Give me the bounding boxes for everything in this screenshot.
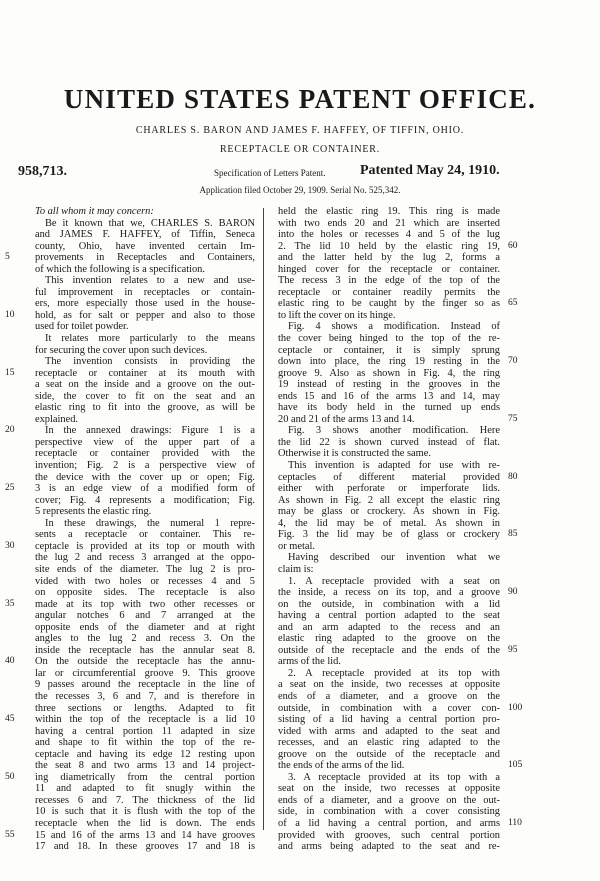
text-line: ceptacle is provided at its top or mouth with bbox=[35, 540, 255, 552]
text-line: within the top of the receptacle is a lid 10 bbox=[35, 714, 255, 726]
text-line: 4, the lid may be of metal. As shown in bbox=[278, 517, 500, 529]
text-line: hold, as for salt or pepper and also to those bbox=[35, 309, 255, 321]
text-line: the lug 2 and recess 3 arranged at the oppo- bbox=[35, 552, 255, 564]
text-line: to lift the cover on its hinge. bbox=[278, 309, 396, 321]
office-heading: UNITED STATES PATENT OFFICE. bbox=[63, 84, 537, 114]
text-line: It relates more particularly to the means bbox=[45, 333, 255, 345]
text-line: This invention is adapted for use with re- bbox=[288, 460, 500, 472]
text-line: ends 15 and 16 of the arms 13 and 14, may bbox=[278, 390, 500, 402]
application-filed-line: Application filed October 29, 1909. Serial No. 525,342. bbox=[199, 185, 401, 195]
text-line: the cover being hinged to the top of the re- bbox=[278, 333, 500, 345]
margin-line-number: 15 bbox=[5, 367, 15, 378]
text-line: county, Ohio, have invented certain Im- bbox=[35, 240, 255, 252]
invention-title: RECEPTACLE OR CONTAINER. bbox=[219, 144, 381, 155]
margin-line-number: 40 bbox=[5, 656, 15, 667]
text-line: inside the receptacle has the annular seat 8. bbox=[35, 644, 255, 656]
text-line: a seat on the inside and a groove on the out- bbox=[35, 379, 255, 391]
margin-line-number: 25 bbox=[5, 483, 15, 494]
text-line: with two ends 20 and 21 which are inserted bbox=[278, 217, 500, 229]
text-line: receptacle or container provided with the bbox=[35, 448, 255, 460]
margin-line-number: 55 bbox=[5, 829, 15, 840]
text-line: To all whom it may concern: bbox=[35, 206, 154, 217]
text-line: Fig. 4 shows a modification. Instead of bbox=[288, 321, 500, 333]
text-line: down into place, the ring 19 resting in the bbox=[278, 356, 500, 368]
text-line: ends of a diameter, and a groove on the out- bbox=[278, 794, 500, 806]
text-line: sisting of a lid having a central portion pro- bbox=[278, 714, 500, 726]
text-line: for securing the cover upon such devices. bbox=[35, 344, 208, 356]
text-line: made at its top with two other recesses or bbox=[35, 598, 255, 610]
text-line: sents a receptacle or container. This re- bbox=[35, 529, 255, 541]
text-line: have its body held in the turned up ends bbox=[278, 402, 500, 414]
text-line: ceptacle or container, it is simply sprung bbox=[278, 344, 500, 356]
margin-line-number: 35 bbox=[5, 598, 15, 609]
margin-line-number: 90 bbox=[508, 587, 518, 598]
text-line: three sections or lengths. Adapted to fit bbox=[35, 702, 255, 714]
text-line: outside of the receptacle and the ends of the bbox=[278, 644, 500, 656]
margin-line-number: 95 bbox=[508, 644, 518, 655]
text-line: on the outside, in combination with a lid bbox=[278, 598, 500, 610]
text-line: elastic ring adapted to the groove on the bbox=[278, 633, 500, 645]
margin-line-number: 70 bbox=[508, 356, 518, 367]
text-line: side, the cover to fit on the seat and an bbox=[35, 390, 255, 402]
margin-line-number: 85 bbox=[508, 529, 518, 540]
text-line: outside, in combination with a cover con- bbox=[278, 702, 500, 714]
text-line: hinged cover for the receptacle or container. bbox=[278, 263, 500, 275]
inventors-line: CHARLES S. BARON AND JAMES F. HAFFEY, OF TIFFIN, OHIO. bbox=[135, 125, 465, 136]
text-line: of which the following is a specification. bbox=[35, 263, 205, 275]
text-line: 19 instead of resting in the grooves in the bbox=[278, 379, 500, 391]
margin-line-number: 105 bbox=[508, 760, 523, 771]
text-line: perspective view of the upper part of a bbox=[35, 436, 255, 448]
text-line: In the annexed drawings: Figure 1 is a bbox=[45, 425, 255, 437]
text-line: 5 represents the elastic ring. bbox=[35, 506, 152, 518]
text-line: Fig. 3 shows another modification. Here bbox=[288, 425, 500, 437]
text-line: 11 and adapted to fit snugly within the bbox=[35, 783, 255, 795]
text-line: claim is: bbox=[278, 563, 314, 575]
text-line: into the holes or recesses 4 and 5 of the lug bbox=[278, 229, 500, 241]
text-line: 17 and 18. In these grooves 17 and 18 is bbox=[35, 841, 255, 853]
text-line: the seat 8 and two arms 13 and 14 project- bbox=[35, 760, 255, 772]
patent-number: 958,713. bbox=[18, 164, 67, 179]
text-line: Fig. 3 the lid may be of glass or crockery bbox=[278, 529, 500, 541]
text-line: Be it known that we, CHARLES S. BARON bbox=[45, 217, 255, 229]
text-line: and the latter held by the lug 2, forms a bbox=[278, 252, 500, 264]
text-line: The recess 3 in the edge of the top of the bbox=[278, 275, 500, 287]
text-line: and arms being adapted to the seat and re- bbox=[278, 841, 500, 853]
text-line: On the outside the receptacle has the annu- bbox=[35, 656, 255, 668]
patented-date: Patented May 24, 1910. bbox=[360, 163, 500, 178]
text-line: angular notches 6 and 7 arranged at the bbox=[35, 610, 255, 622]
text-line: 2. The lid 10 held by the elastic ring 19, bbox=[278, 240, 500, 252]
text-line: the device with the cover up or open; Fig. bbox=[35, 471, 255, 483]
text-line: arms of the lid. bbox=[278, 656, 341, 668]
text-line: having a central portion adapted to the seat bbox=[278, 610, 500, 622]
text-line: As shown in Fig. 2 all except the elastic ring bbox=[278, 494, 500, 506]
margin-line-number: 5 bbox=[5, 252, 10, 263]
text-line: ers, more especially those used in the house- bbox=[35, 298, 255, 310]
text-line: and an arm adapted to the recess and an bbox=[278, 621, 500, 633]
margin-line-number: 80 bbox=[508, 471, 518, 482]
text-line: 2. A receptacle provided at its top with bbox=[288, 667, 500, 679]
text-line: site ends of the diameter. The lug 2 is pro- bbox=[35, 563, 255, 575]
margin-line-number: 65 bbox=[508, 298, 518, 309]
margin-line-number: 100 bbox=[508, 702, 523, 713]
text-line: used for toilet powder. bbox=[35, 321, 129, 333]
text-line: recesses 6 and 7. The thickness of the lid bbox=[35, 794, 255, 806]
text-line: Having described our invention what we bbox=[288, 552, 500, 564]
margin-line-number: 110 bbox=[508, 818, 522, 829]
text-line: and JAMES F. HAFFEY, of Tiffin, Seneca bbox=[35, 229, 255, 241]
margin-line-number: 20 bbox=[5, 425, 15, 436]
text-line: the recesses 3, 6 and 7, and is therefore in bbox=[35, 690, 255, 702]
text-line: 9 passes around the receptacle in the line of bbox=[35, 679, 255, 691]
text-line: held the elastic ring 19. This ring is made bbox=[278, 206, 500, 217]
margin-line-number: 50 bbox=[5, 771, 15, 782]
text-line: 20 and 21 of the arms 13 and 14. bbox=[278, 413, 415, 425]
text-line: groove 9. Also as shown in Fig. 4, the ring bbox=[278, 367, 500, 379]
text-line: ceptacles of different material provided bbox=[278, 471, 500, 483]
margin-line-number: 45 bbox=[5, 714, 15, 725]
text-line: Otherwise it is constructed the same. bbox=[278, 448, 431, 460]
column-divider bbox=[263, 208, 264, 830]
text-line: ful improvement in receptacles or contain- bbox=[35, 286, 255, 298]
text-line: receptacle when the lid is down. The ends bbox=[35, 817, 255, 829]
text-line: elastic ring to be caught by the finger so as bbox=[278, 298, 500, 310]
text-line: 3 is an edge view of a modified form of bbox=[35, 483, 255, 495]
text-line: explained. bbox=[35, 413, 78, 425]
margin-line-number: 60 bbox=[508, 240, 518, 251]
right-text-column bbox=[278, 206, 500, 853]
text-line: provements in Receptacles and Containers, bbox=[35, 252, 255, 264]
text-line: or metal. bbox=[278, 540, 315, 552]
text-line: of a lid having a central portion, and arms bbox=[278, 817, 500, 829]
text-line: having a central portion 11 adapted in size bbox=[35, 725, 255, 737]
text-line: opposite ends of the diameter and at right bbox=[35, 621, 255, 633]
text-line: the inside, a recess on its top, and a groove bbox=[278, 587, 500, 599]
text-line: cover; Fig. 4 represents a modification; Fig. bbox=[35, 494, 255, 506]
text-line: a seat on the inside, two recesses at opposite bbox=[278, 679, 500, 691]
text-line: ing diametrically from the central portion bbox=[35, 771, 255, 783]
text-line: elastic ring to fit into the groove, as will be bbox=[35, 402, 255, 414]
text-line: This invention relates to a new and use- bbox=[45, 275, 255, 287]
text-line: vided with arms and adapted to the seat and bbox=[278, 725, 500, 737]
text-line: ends of a diameter, and a groove on the bbox=[278, 690, 500, 702]
text-line: either with perforate or imperforate lids. bbox=[278, 483, 500, 495]
text-line: the lid 22 is shown curved instead of flat. bbox=[278, 436, 500, 448]
text-line: The invention consists in providing the bbox=[45, 356, 255, 368]
text-line: 3. A receptacle provided at its top with a bbox=[288, 771, 500, 783]
text-line: groove on the outside of the receptacle and bbox=[278, 748, 500, 760]
text-line: angles to the lug 2 and recess 3. On the bbox=[35, 633, 255, 645]
text-line: the ends of the arms of the lid. bbox=[278, 760, 405, 772]
text-line: on opposite sides. The receptacle is also bbox=[35, 587, 255, 599]
text-line: In these drawings, the numeral 1 repre- bbox=[45, 517, 255, 529]
text-line: may be glass or crockery. As shown in Fig. bbox=[278, 506, 500, 518]
text-line: 1. A receptacle provided with a seat on bbox=[288, 575, 500, 587]
text-line: receptacle or container at its mouth with bbox=[35, 367, 255, 379]
text-line: side, in combination with a cover consisting bbox=[278, 806, 500, 818]
specification-label: Specification of Letters Patent. bbox=[214, 168, 326, 178]
text-line: 10 is such that it is flush with the top of the bbox=[35, 806, 255, 818]
margin-line-number: 10 bbox=[5, 309, 15, 320]
margin-line-number: 75 bbox=[508, 413, 518, 424]
text-line: recesses, and an elastic ring adapted to the bbox=[278, 737, 500, 749]
text-line: receptacle or container readily permits the bbox=[278, 286, 500, 298]
text-line: seat on the inside, two recesses at opposite bbox=[278, 783, 500, 795]
text-line: invention; Fig. 2 is a perspective view of bbox=[35, 460, 255, 472]
margin-line-number: 30 bbox=[5, 540, 15, 551]
text-line: vided with two holes or recesses 4 and 5 bbox=[35, 575, 255, 587]
text-line: and shape to fit within the top of the re- bbox=[35, 737, 255, 749]
text-line: 15 and 16 of the arms 13 and 14 have grooves bbox=[35, 829, 255, 841]
text-line: provided with grooves, such central portion bbox=[278, 829, 500, 841]
left-text-column bbox=[35, 206, 255, 853]
text-line: ceptacle and having its edge 12 resting upon bbox=[35, 748, 255, 760]
text-line: lar or circumferential groove 9. This groove bbox=[35, 667, 255, 679]
